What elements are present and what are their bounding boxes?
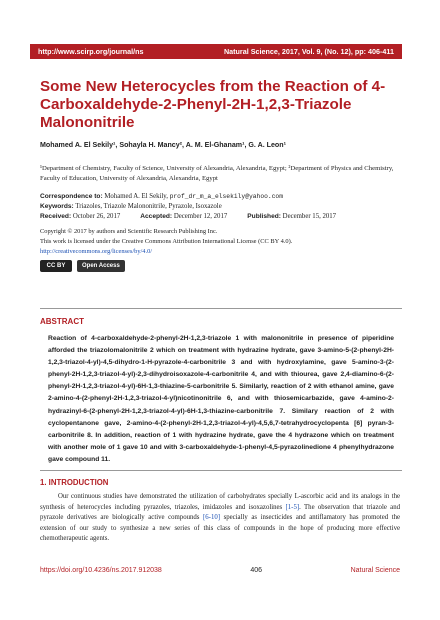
keywords-line [40, 202, 406, 212]
article-title: Some New Heterocycles from the Reaction of 4-Carboxaldehyde-2-Phenyl-2H-1,2,3-Triazole Malononitrile [40, 78, 386, 131]
abstract-bottom-rule [40, 470, 402, 471]
journal-citation: Natural Science, 2017, Vol. 9, (No. 12), pp: 406-411 [223, 47, 394, 56]
correspondence-line [40, 192, 406, 202]
correspondence-email[interactable]: prof_dr_m_a_elsekily@yahoo.com [169, 193, 283, 200]
keywords-label: Keywords: [40, 203, 74, 210]
license-badges [40, 260, 125, 272]
reference-link-1[interactable]: [1-5] [285, 503, 300, 511]
cc-by-badge[interactable]: CC BY [40, 260, 72, 272]
copyright-block [40, 227, 406, 257]
article-metadata [40, 192, 406, 222]
doi-link[interactable]: https://doi.org/10.4236/ns.2017.912038 [40, 567, 162, 574]
published-label: Published: [247, 213, 281, 220]
copyright-line: Copyright © 2017 by authors and Scientific Research Publishing Inc. [40, 228, 218, 235]
received-date: October 26, 2017 [72, 213, 121, 220]
abstract-text: Reaction of 4-carboxaldehyde-2-phenyl-2H-1,2,3-triazole 1 with malononitrile in presence of piperidine afforded the triazolomalonitrile 2 which on treatment with hydrazine hydrate, gave 3-amino-5-(2-phenyl-2H-1,2,3-triazol-4-yl)-4,5-dihydro-1-H-pyrazole-4-carbonitrile 3 and with hydroxylamine, gave 5-amino-3-(2-phenyl-2H-1,2,3-triazol-4-yl)-2,3-dihydroisoxazole-4-carbonitrile 4, and with thiourea, gave 2,4-diamino-6-(2-phenyl-2H-1,2,3-triazol-4-yl)-6H-1,3-thiazine-5-carbonitrile 5. Similarly, reaction of 2 with ethanol amine, gave 2-amino-4-(2-phenyl-2H-1,2,3-triazol-4-yl)nicotinonitrile 6, and with thiosemicarbazide, gave 4-amino-2-hydrazinyl-6-(2-phenyl-2H-1,2,3-triazol-4-yl)-6H-1,3-thiazine-carbonitrile 7. Similary reaction of 2 with cyclopentanone gave, 2-amino-4-(2-phenyl-2H-1,2,3-triazol-4-yl)-4,5,6,7-tetrahydrocyclopenta [6] pyran-3-carbonitrile 8. In addition, reaction of 1 with hydrazine hydrate, gave the 4 hydrazone which on treatment with another mole of 1 gave 10 and with 3-carboxaldehyde-1-phenyl-4,5-pyrazolinedione 4 phenylhydrazone gave compound 11. [48, 335, 394, 463]
open-access-badge: Open Access [77, 260, 125, 272]
intro-text-part3: specially as insecticides and antiflamatory has promoted the extension of our study to synthesize a new series of this class of compounds in the hope of producing more effective chemotherapeutic agents. [40, 514, 400, 542]
intro-text-part2: . The observation that triazole and pyrazole derivatives are biologically active compounds [40, 503, 400, 521]
accepted-label: Accepted: [140, 213, 173, 220]
correspondence-name: Mohamed A. El Sekily, [104, 193, 168, 200]
footer-journal-name: Natural Science [350, 567, 400, 574]
journal-url[interactable]: http://www.scirp.org/journal/ns [38, 47, 144, 56]
page-number: 406 [250, 567, 263, 574]
introduction-heading: 1. INTRODUCTION [40, 478, 109, 487]
page-footer [40, 567, 400, 574]
license-link[interactable]: http://creativecommons.org/licenses/by/4.0/ [40, 248, 153, 255]
received-label: Received: [40, 213, 72, 220]
author-list: Mohamed A. El Sekily¹, Sohayla H. Mancy², A. M. El-Ghanam¹, G. A. Leon¹ [40, 141, 286, 149]
accepted-date: December 12, 2017 [173, 213, 228, 220]
reference-link-2[interactable]: [6-10] [203, 514, 221, 521]
published-date: December 15, 2017 [282, 213, 337, 220]
correspondence-label: Correspondence to: [40, 193, 103, 200]
abstract-top-rule [40, 308, 402, 309]
introduction-text [40, 492, 400, 545]
intro-text-part1: Our continuous studies have demonstrated the utilization of carbohydrates specially L-ascorbic acid and its analogs in the synthesis of heterocycles including pyrazoles, triazoles, imidazoles and isoxazolines [40, 493, 400, 511]
license-line: This work is licensed under the Creative Commons Attribution International License (CC BY 4.0). [40, 238, 293, 245]
journal-header-bar [30, 44, 402, 59]
keywords-text: Triazoles, Triazole Malononitrile, Pyrazole, Isoxazole [75, 203, 222, 210]
dates-line [40, 212, 406, 222]
affiliations: ¹Department of Chemistry, Faculty of Science, University of Alexandria, Alexandria, Egypt; ²Department of Physics and Chemistry, Faculty of Education, University of Alexandria, Alexandria, Egypt [40, 165, 394, 182]
abstract-heading: ABSTRACT [40, 317, 84, 326]
